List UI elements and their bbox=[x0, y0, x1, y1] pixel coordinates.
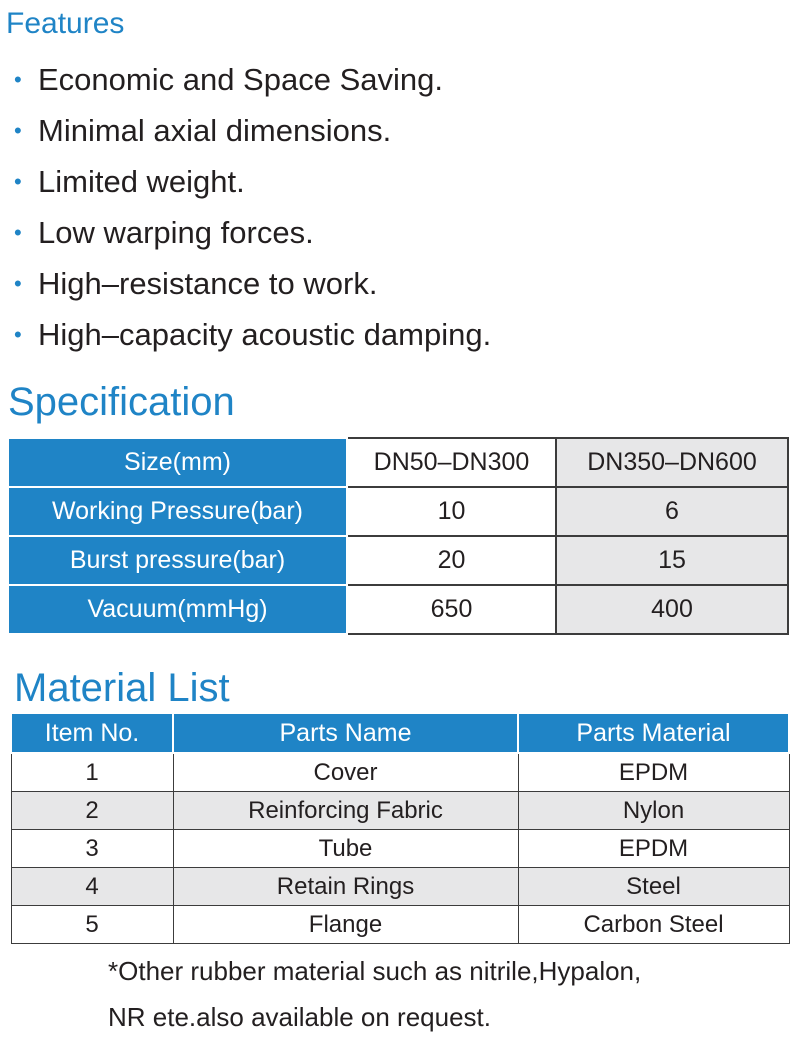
bullet-icon: • bbox=[14, 270, 22, 296]
specification-heading: Specification bbox=[8, 380, 235, 424]
spec-label: Working Pressure(bar) bbox=[9, 487, 347, 536]
feature-item bbox=[14, 258, 491, 309]
item-no-cell: 5 bbox=[11, 906, 173, 944]
spec-value: 650 bbox=[347, 585, 556, 634]
table-row bbox=[11, 906, 789, 944]
parts-material-cell: EPDM bbox=[518, 753, 789, 792]
feature-text: Low warping forces. bbox=[38, 214, 314, 250]
spec-row-working-pressure bbox=[9, 487, 788, 536]
table-row bbox=[11, 753, 789, 792]
material-table bbox=[10, 712, 790, 944]
features-heading: Features bbox=[6, 7, 125, 40]
bullet-icon: • bbox=[14, 219, 22, 245]
feature-item bbox=[14, 54, 491, 105]
bullet-icon: • bbox=[14, 168, 22, 194]
parts-name-cell: Cover bbox=[173, 753, 518, 792]
footnote-line: NR ete.also available on request. bbox=[108, 1002, 492, 1032]
column-header-parts-material: Parts Material bbox=[518, 713, 789, 753]
table-row bbox=[11, 792, 789, 830]
column-header-parts-name: Parts Name bbox=[173, 713, 518, 753]
feature-text: Limited weight. bbox=[38, 163, 245, 199]
spec-row-burst-pressure bbox=[9, 536, 788, 585]
parts-material-cell: EPDM bbox=[518, 830, 789, 868]
material-header-row bbox=[11, 713, 789, 753]
bullet-icon: • bbox=[14, 66, 22, 92]
bullet-icon: • bbox=[14, 117, 22, 143]
spec-label: Vacuum(mmHg) bbox=[9, 585, 347, 634]
item-no-cell: 2 bbox=[11, 792, 173, 830]
table-row bbox=[11, 830, 789, 868]
spec-value: 10 bbox=[347, 487, 556, 536]
spec-value: 6 bbox=[556, 487, 788, 536]
footnote bbox=[108, 948, 788, 1040]
footnote-line: *Other rubber material such as nitrile,Hypalon, bbox=[108, 956, 642, 986]
features-list bbox=[14, 54, 491, 360]
spec-value: 20 bbox=[347, 536, 556, 585]
spec-row-vacuum bbox=[9, 585, 788, 634]
parts-name-cell: Reinforcing Fabric bbox=[173, 792, 518, 830]
parts-name-cell: Flange bbox=[173, 906, 518, 944]
feature-text: High–capacity acoustic damping. bbox=[38, 316, 492, 352]
parts-material-cell: Steel bbox=[518, 868, 789, 906]
item-no-cell: 4 bbox=[11, 868, 173, 906]
parts-material-cell: Carbon Steel bbox=[518, 906, 789, 944]
item-no-cell: 3 bbox=[11, 830, 173, 868]
material-list-heading: Material List bbox=[14, 666, 230, 710]
bullet-icon: • bbox=[14, 321, 22, 347]
feature-text: Minimal axial dimensions. bbox=[38, 112, 392, 148]
parts-material-cell: Nylon bbox=[518, 792, 789, 830]
feature-item bbox=[14, 105, 491, 156]
parts-name-cell: Retain Rings bbox=[173, 868, 518, 906]
column-header-item-no: Item No. bbox=[11, 713, 173, 753]
feature-item bbox=[14, 156, 491, 207]
spec-label: Burst pressure(bar) bbox=[9, 536, 347, 585]
spec-value: DN50–DN300 bbox=[347, 438, 556, 487]
item-no-cell: 1 bbox=[11, 753, 173, 792]
spec-value: 400 bbox=[556, 585, 788, 634]
table-row bbox=[11, 868, 789, 906]
spec-value: DN350–DN600 bbox=[556, 438, 788, 487]
specification-table bbox=[9, 437, 789, 635]
feature-item bbox=[14, 309, 491, 360]
feature-item bbox=[14, 207, 491, 258]
parts-name-cell: Tube bbox=[173, 830, 518, 868]
feature-text: Economic and Space Saving. bbox=[38, 61, 443, 97]
feature-text: High–resistance to work. bbox=[38, 265, 378, 301]
spec-label: Size(mm) bbox=[9, 438, 347, 487]
spec-row-size bbox=[9, 438, 788, 487]
spec-value: 15 bbox=[556, 536, 788, 585]
